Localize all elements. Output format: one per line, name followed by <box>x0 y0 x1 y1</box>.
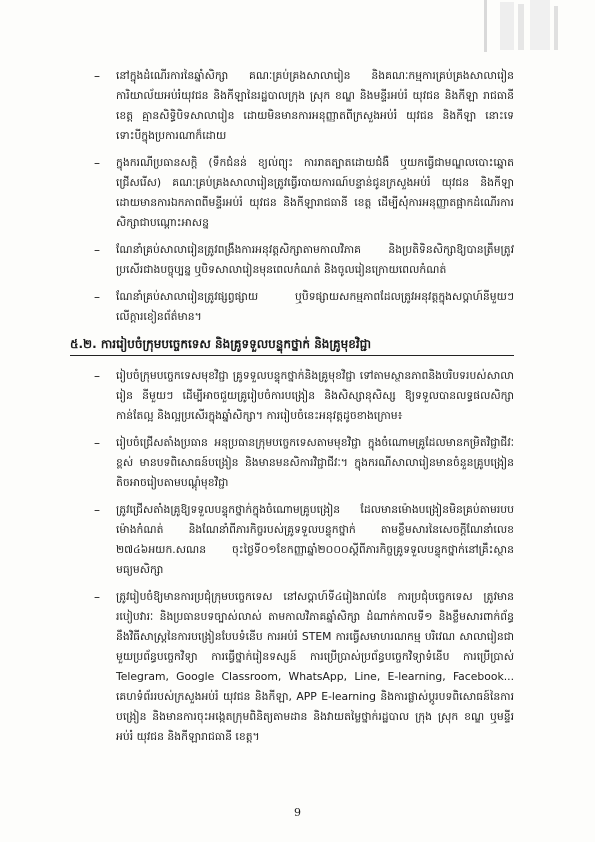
bullet-text: ណែនាំគ្រប់សាលារៀនត្រូវពង្រឹងការអនុវត្តសិក្សាតាមកាលវិភាគ និងប្រតិទិនសិក្សាឱ្យបានត្រឹមត្រូវប្រសើរជាងបច្ចុប្បន្ន ឬបិទសាលារៀនមុនពេលកំណត់ និងចូលរៀនក្រោយពេលកំណត់ <box>116 243 514 276</box>
document-body <box>70 66 514 754</box>
bullet-item <box>94 66 514 146</box>
bullet-text: ត្រូវជ្រើសតាំងគ្រូឱ្យទទួលបន្ទុកថ្នាក់ក្នុងចំណោមគ្រូបង្រៀន ដែលមានម៉ោងបង្រៀនមិនគ្រប់តាមរបបម៉ោងកំណត់ និងណែនាំពីភារកិច្ចរបស់គ្រូទទួលបន្ទុកថ្នាក់ តាមខ្លឹមសារនៃសេចក្តីណែនាំលេខ ២៧៤៦អយក.សណន ចុះថ្ងៃទី០១ខែកញ្ញាឆ្នាំ២០០០ស្តីពីភារកិច្ចគ្រូទទួលបន្ទុកថ្នាក់នៅគ្រឹះស្ថានមធ្យមសិក្សា <box>116 503 514 576</box>
bullet-dash: – <box>94 156 100 170</box>
bullet-item <box>94 433 514 493</box>
bullet-text: ត្រូវរៀបចំឱ្យមានការប្រជុំក្រុមបច្ចេកទេស នៅសប្តាហ៍ទី៤រៀងរាល់ខែ ការប្រជុំបច្ចេកទេស ត្រូវមានរបៀបវារៈ និងប្រធានបទច្បាស់លាស់ តាមកាលវិភាគឆ្នាំសិក្សា ដំណាក់កាលទី១ និងខ្លឹមសារពាក់ព័ន្ធនឹងវិធីសាស្ត្រនៃការបង្រៀនបែបទំនើប ការអប់រំ STEM ការធ្វើសមាហរណកម្ម បរិវេណ សាលារៀនជាមួយប្រព័ន្ធបច្ចេកវិទ្យា ការធ្វើថ្នាក់រៀនទស្សន៍ ការប្រើប្រាស់ប្រព័ន្ធបច្ចេកវិទ្យាទំនើប ការប្រើប្រាស់ Telegram, Google Classroom, WhatsApp, Line, E-learning, Facebook... គេហទំព័ររបស់ក្រសួងអប់រំ យុវជន និងកីឡា, APP E-learning និងការផ្លាស់ប្តូរបទពិសោធន៍នៃការបង្រៀន និងមានការចុះអង្កេតក្រុមពិនិត្យតាមដាន និងវាយតម្លៃថ្នាក់រដ្ឋបាល ក្រុង ស្រុក ខណ្ឌ ឬមន្ទីរអប់រំ យុវជន និងកីឡារាជធានី ខេត្ត។ <box>116 590 514 743</box>
bullet-dash: – <box>94 503 100 517</box>
page-number: 9 <box>294 806 301 819</box>
bullet-text: រៀបចំជ្រើសតាំងប្រធាន អនុប្រធានក្រុមបច្ចេកទេសតាមមុខវិជ្ជា ក្នុងចំណោមគ្រូដែលមានកម្រិតវិជ្ជាជីវៈខ្ពស់ មានបទពិសោធន៍បង្រៀន និងមានមនសិការវិជ្ជាជីវៈ។ ក្នុងករណីសាលារៀនមានចំនួនគ្រូបង្រៀនតិចអាចរៀបតាមបណ្តុំមុខវិជ្ជា <box>116 436 514 489</box>
bullet-dash: – <box>94 590 100 604</box>
section-heading: ៥.២. ការរៀបចំក្រុមបច្ចេកទេស និងគ្រូទទួលបន្ទុកថ្នាក់ និងគ្រូមុខវិជ្ជា <box>70 334 514 356</box>
bullet-item <box>94 500 514 580</box>
bullet-dash: – <box>94 69 100 83</box>
bullet-item <box>94 240 514 280</box>
bullet-text: រៀបចំក្រុមបច្ចេកទេសមុខវិជ្ជា គ្រូទទួលបន្ទុកថ្នាក់និងគ្រូមុខវិជ្ជា ទៅតាមស្ថានភាពនិងបរិបទរបស់សាលារៀន នីមួយៗ ដើម្បីអាចជួយគ្រូរៀបចំការបង្រៀន និងសិស្សានុសិស្ស ឱ្យទទួលបានលទ្ធផលសិក្សាកាន់តែល្អ និងល្អប្រសើរក្នុងឆ្នាំសិក្សា។ ការរៀបចំនេះអនុវត្តដូចខាងក្រោម៖ <box>116 369 514 422</box>
bullet-dash: – <box>94 290 100 304</box>
bullet-text: ណែនាំគ្រប់សាលារៀនត្រូវផ្សព្វផ្សាយ ឬបិទផ្សាយសកម្មភាពដែលត្រូវអនុវត្តក្នុងសប្តាហ៍នីមួយៗលើក្តារខៀនព័ត៌មាន។ <box>116 290 514 323</box>
bullet-dash: – <box>94 369 100 383</box>
bullet-item <box>94 366 514 426</box>
bullet-item <box>94 587 514 747</box>
bullet-dash: – <box>94 436 100 450</box>
bullet-item <box>94 287 514 327</box>
bullet-dash: – <box>94 243 100 257</box>
scan-artifact-mark <box>478 0 573 60</box>
bullet-item <box>94 153 514 233</box>
bullet-text: ក្នុងករណីប្រធានសក្តិ (ទឹកជំនន់ ខ្យល់ព្យុះ ការរាតត្បាតដោយជំងឺ ឬយកធ្វើជាមណ្ឌលបោះឆ្នោតជ្រើសរើស) គណៈគ្រប់គ្រងសាលារៀនត្រូវធ្វើរបាយការណ៍បន្ទាន់ជូនក្រសួងអប់រំ យុវជន និងកីឡា ដោយមានការឯកភាពពីមន្ទីរអប់រំ យុវជន និងកីឡារាជធានី ខេត្ត ដើម្បីសុំការអនុញ្ញាតផ្អាកដំណើរការសិក្សាជាបណ្តោះអាសន្ន <box>116 156 514 229</box>
bullet-text: នៅក្នុងដំណើរការនៃឆ្នាំសិក្សា គណៈគ្រប់គ្រងសាលារៀន និងគណៈកម្មការគ្រប់គ្រងសាលារៀន ការិយាល័យអប់រំយុវជន និងកីឡានៃរដ្ឋបាលក្រុង ស្រុក ខណ្ឌ និងមន្ទីរអប់រំ យុវជន និងកីឡា រាជធានី ខេត្ត គ្មានសិទ្ធិបិទសាលារៀន ដោយមិនមានការអនុញ្ញាតពីក្រសួងអប់រំ យុវជន និងកីឡា នោះទេ ទោះបីក្នុងប្រការណាក៏ដោយ <box>116 69 514 142</box>
